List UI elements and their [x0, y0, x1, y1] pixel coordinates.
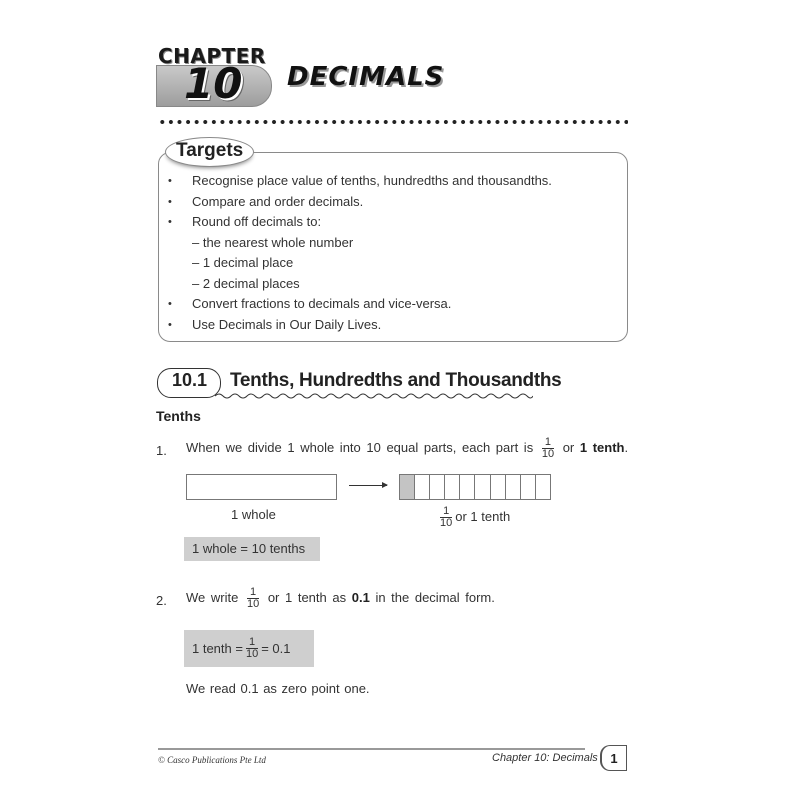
point2-text: We write $\frac{1}{10}$ or 1 tenth as 0.1 in the decimal form. [186, 586, 495, 610]
wavy-underline [215, 392, 533, 400]
dotted-divider [158, 118, 628, 128]
tenth-cell-shaded [400, 475, 415, 499]
chapter-word: CHAPTER [158, 44, 266, 68]
chapter-number: 10 [184, 59, 243, 108]
targets-label: Targets [165, 137, 254, 167]
target-subitem: – the nearest whole number [192, 234, 354, 250]
arrow-icon [349, 485, 387, 486]
fraction: $\frac{1}{10}$ [246, 586, 260, 610]
tenth-cell [415, 475, 430, 499]
section-number: 10.1 [172, 370, 208, 390]
target-item: • Use Decimals in Our Daily Lives. [168, 315, 552, 336]
point-number: 1. [156, 443, 167, 458]
target-item: • Compare and order decimals. [168, 192, 552, 213]
target-item: • Round off decimals to: [168, 212, 552, 233]
whole-equals-box: 1 whole = 10 tenths [184, 537, 320, 561]
page-number: 1 [600, 745, 627, 771]
whole-bar [186, 474, 337, 500]
tenth-cell [430, 475, 445, 499]
footer-copyright: © Casco Publications Pte Ltd [158, 755, 266, 765]
tenth-equals-box: 1 tenth = $\frac{1}{10}$ = 0.1 [184, 630, 314, 667]
chapter-title: DECIMALS [287, 62, 445, 92]
point-number: 2. [156, 593, 167, 608]
fraction: $\frac{1}{10}$ [245, 636, 259, 660]
target-subitem: – 2 decimal places [192, 275, 300, 291]
fraction: $\frac{1}{10}$ [541, 436, 555, 460]
subheading-tenths: Tenths [156, 408, 201, 424]
point1-text: When we divide 1 whole into 10 equal parts, each part is $\frac{1}{10}$ or 1 tenth. [186, 436, 629, 460]
tenth-cell [521, 475, 536, 499]
target-subitem: – 1 decimal place [192, 255, 294, 270]
whole-label: 1 whole [231, 507, 276, 522]
footer-divider [158, 748, 585, 750]
tenth-cell [445, 475, 460, 499]
footer-chapter-label: Chapter 10: Decimals [492, 752, 598, 764]
tenths-bar [399, 474, 551, 500]
tenth-cell [536, 475, 550, 499]
tenth-cell [506, 475, 521, 499]
tenth-cell [491, 475, 506, 499]
tenth-cell [460, 475, 475, 499]
fraction: $\frac{1}{10}$ [440, 505, 453, 529]
target-item: • Convert fractions to decimals and vice-versa. [168, 294, 552, 315]
section-title: Tenths, Hundredths and Thousandths [230, 370, 562, 391]
tenth-label: $\frac{1}{10}$ or 1 tenth [440, 505, 511, 529]
target-item: • Recognise place value of tenths, hundredths and thousandths. [168, 171, 552, 192]
tenth-cell [475, 475, 490, 499]
read-text: We read 0.1 as zero point one. [186, 681, 370, 696]
targets-list [168, 171, 552, 335]
